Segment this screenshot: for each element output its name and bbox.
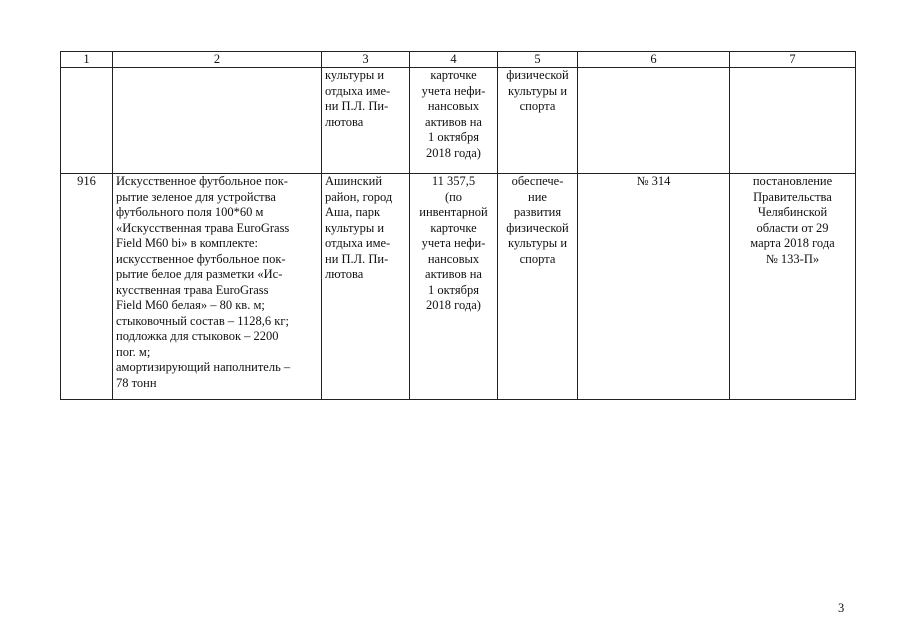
cell-text-line: подложка для стыковок – 2200 xyxy=(116,329,279,343)
cell-text-line: постановление xyxy=(752,174,833,188)
cell-text-line: развития xyxy=(513,205,562,219)
cell-value xyxy=(410,174,498,400)
cell-text-line: футбольного поля 100*60 м xyxy=(116,205,264,219)
cell-text-line: карточке xyxy=(430,68,477,82)
cell-text-line: ни П.Л. Пи- xyxy=(325,251,389,266)
cell-text-line: обеспече- xyxy=(511,174,564,188)
cell-text-line: 78 тонн xyxy=(116,375,157,390)
cell-text-line: карточке xyxy=(430,220,477,235)
cell-value xyxy=(410,68,498,174)
cell-purpose xyxy=(498,68,578,174)
cell-text-line: ние xyxy=(528,189,547,204)
cell-text-line: лютова xyxy=(325,267,364,281)
cell-number xyxy=(61,68,113,174)
cell-text-line: искусственное футбольное пок- xyxy=(116,251,286,266)
cell-text-line: физической xyxy=(506,68,569,82)
cell-text-line: (по xyxy=(444,189,463,204)
cell-location xyxy=(322,68,410,174)
cell-registry-number xyxy=(578,68,730,174)
cell-text-line: № 133-П» xyxy=(765,251,820,266)
cell-description xyxy=(113,68,322,174)
column-header-3: 3 xyxy=(322,52,410,68)
cell-text-line: марта 2018 года xyxy=(750,236,835,250)
cell-text-line: учета нефи- xyxy=(421,236,486,250)
column-header-2: 2 xyxy=(113,52,322,68)
cell-basis xyxy=(730,68,856,174)
cell-text-line: нансовых xyxy=(427,99,480,113)
cell-purpose xyxy=(498,174,578,400)
cell-text-line: спорта xyxy=(519,251,556,266)
cell-text-line: кусственная трава EuroGrass xyxy=(116,282,269,297)
cell-text-line: культуры и xyxy=(325,68,385,82)
cell-text-line: области от 29 xyxy=(756,220,829,235)
cell-text-line: спорта xyxy=(519,99,556,113)
cell-location xyxy=(322,174,410,400)
cell-text-line: физической xyxy=(506,220,569,235)
cell-text-line: культуры и xyxy=(507,236,568,250)
cell-text-line: Field M60 белая» – 80 кв. м; xyxy=(116,298,265,312)
cell-text-line: культуры и xyxy=(325,220,385,235)
cell-text-line: ни П.Л. Пи- xyxy=(325,99,389,113)
cell-text-line: пог. м; xyxy=(116,344,151,359)
cell-text-line: район, город xyxy=(325,189,393,204)
cell-text-line: Field M60 bi» в комплекте: xyxy=(116,236,258,250)
cell-text-line: рытие зеленое для устройства xyxy=(116,189,276,204)
column-header-1: 1 xyxy=(61,52,113,68)
cell-text-line: Челябинской xyxy=(757,205,828,219)
cell-text-line: 1 октября xyxy=(428,282,479,297)
cell-text-line: Искусственное футбольное пок- xyxy=(116,174,288,188)
table-row-continuation xyxy=(61,68,856,174)
cell-text-line: 11 357,5 xyxy=(431,174,476,188)
cell-text-line: Аша, парк xyxy=(325,205,381,219)
cell-text-line: лютова xyxy=(325,114,364,129)
cell-registry-number: № 314 xyxy=(578,174,730,400)
cell-text-line: Правительства xyxy=(753,189,832,204)
cell-text-line: 1 октября xyxy=(428,130,479,144)
column-header-4: 4 xyxy=(410,52,498,68)
cell-text-line: культуры и xyxy=(507,83,568,98)
registry-table xyxy=(60,51,856,400)
column-header-6: 6 xyxy=(578,52,730,68)
cell-text-line: 2018 года) xyxy=(426,145,481,160)
cell-text-line: рытие белое для разметки «Ис- xyxy=(116,267,283,281)
cell-description xyxy=(113,174,322,400)
column-header-5: 5 xyxy=(498,52,578,68)
cell-text-line: отдыха име- xyxy=(325,236,391,250)
cell-number: 916 xyxy=(61,174,113,400)
cell-text-line: учета нефи- xyxy=(421,83,486,98)
table-row-916 xyxy=(61,174,856,400)
cell-text-line: активов на xyxy=(425,114,482,129)
header-row xyxy=(61,52,856,68)
cell-text-line: Ашинский xyxy=(325,174,383,188)
cell-text-line: активов на xyxy=(425,267,482,281)
cell-text-line: 2018 года) xyxy=(426,298,481,312)
cell-text-line: амортизирующий наполнитель – xyxy=(116,360,291,374)
cell-text-line: «Искусственная трава EuroGrass xyxy=(116,220,290,235)
cell-text-line: нансовых xyxy=(427,251,480,266)
cell-text-line: отдыха име- xyxy=(325,83,391,98)
column-header-7: 7 xyxy=(730,52,856,68)
cell-text-line: стыковочный состав – 1128,6 кг; xyxy=(116,313,289,328)
cell-text-line: инвентарной xyxy=(419,205,488,219)
page-number: 3 xyxy=(838,601,845,615)
cell-basis xyxy=(730,174,856,400)
